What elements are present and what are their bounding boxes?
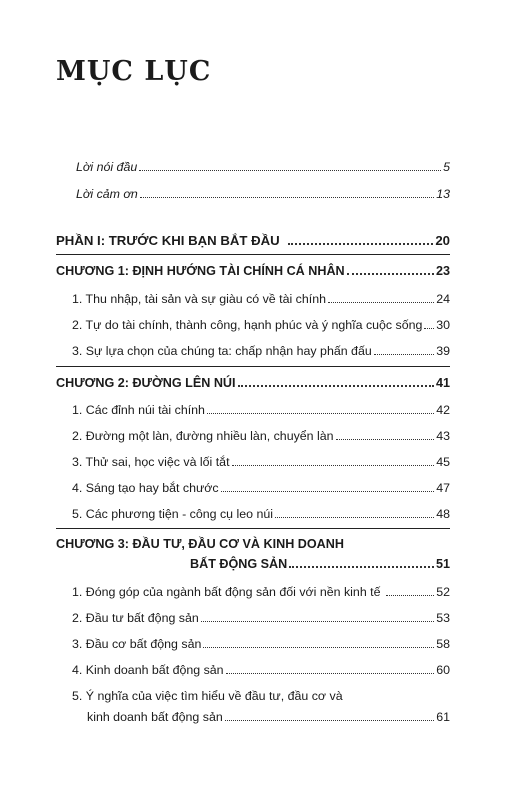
dot-leader (201, 621, 434, 622)
divider (56, 528, 450, 529)
dot-leader (238, 385, 434, 387)
page-title: MỤC LỤC (56, 56, 212, 87)
toc-item-page: 39 (436, 344, 450, 358)
toc-item[interactable] (87, 710, 450, 724)
toc-part-label: PHẦN I: TRƯỚC KHI BẠN BẮT ĐẦU (56, 233, 280, 248)
dot-leader (374, 354, 434, 355)
toc-item-label: 1. Thu nhập, tài sản và sự giàu có về tài chính (72, 292, 326, 306)
dot-leader (424, 328, 434, 329)
toc-entry-acknowledgements[interactable] (76, 187, 450, 201)
toc-chapter-page: 23 (435, 264, 450, 278)
dot-leader (289, 566, 434, 568)
toc-item-page: 53 (436, 611, 450, 625)
toc-item[interactable] (72, 663, 450, 677)
divider (56, 366, 450, 367)
toc-item[interactable] (72, 318, 450, 332)
dot-leader (139, 170, 441, 171)
toc-part-page: 20 (435, 233, 450, 248)
toc-item[interactable] (72, 429, 450, 443)
toc-item-label: 4. Sáng tạo hay bắt chước (72, 481, 219, 495)
toc-chapter-3[interactable] (190, 557, 450, 571)
toc-item-page: 47 (436, 481, 450, 495)
toc-item[interactable] (72, 611, 450, 625)
toc-item-page: 43 (436, 429, 450, 443)
toc-item-label: 1. Các đỉnh núi tài chính (72, 403, 205, 417)
dot-leader (225, 720, 434, 721)
dot-leader (288, 243, 434, 245)
toc-item-page: 52 (436, 585, 450, 599)
toc-chapter-label: CHƯƠNG 2: ĐƯỜNG LÊN NÚI (56, 376, 236, 390)
toc-item[interactable] (72, 292, 450, 306)
dot-leader (386, 595, 434, 596)
toc-item-label: 4. Kinh doanh bất động sản (72, 663, 224, 677)
dot-leader (226, 673, 435, 674)
toc-item-5-line1[interactable]: 5. Ý nghĩa của việc tìm hiểu về đầu tư, đầu cơ và (72, 689, 343, 703)
toc-chapter-page: 51 (435, 557, 450, 571)
toc-item-label: 3. Sự lựa chọn của chúng ta: chấp nhận hay phấn đấu (72, 344, 372, 358)
toc-entry-page: 5 (443, 160, 450, 174)
toc-item-page: 48 (436, 507, 450, 521)
toc-entry-preface[interactable] (76, 160, 450, 174)
toc-chapter-2[interactable] (56, 376, 450, 390)
toc-item[interactable] (72, 344, 450, 358)
toc-item-page: 30 (436, 318, 450, 332)
toc-item-page: 58 (436, 637, 450, 651)
toc-item-label: kinh doanh bất động sản (87, 710, 223, 724)
dot-leader (336, 439, 435, 440)
dot-leader (328, 302, 434, 303)
toc-chapter-3-title[interactable]: CHƯƠNG 3: ĐẦU TƯ, ĐẦU CƠ VÀ KINH DOANH (56, 537, 344, 551)
dot-leader (140, 197, 434, 198)
toc-chapter-page: 41 (435, 376, 450, 390)
dot-leader (347, 273, 434, 275)
toc-item[interactable] (72, 585, 450, 599)
toc-item-page: 60 (436, 663, 450, 677)
toc-item-page: 61 (436, 710, 450, 724)
toc-item-page: 42 (436, 403, 450, 417)
dot-leader (203, 647, 434, 648)
toc-item-label: 2. Đầu tư bất động sản (72, 611, 199, 625)
dot-leader (232, 465, 435, 466)
toc-entry-page: 13 (436, 187, 450, 201)
toc-chapter-label: CHƯƠNG 1: ĐỊNH HƯỚNG TÀI CHÍNH CÁ NHÂN (56, 264, 345, 278)
toc-item-label: 2. Đường một làn, đường nhiều làn, chuyển làn (72, 429, 334, 443)
toc-item[interactable] (72, 637, 450, 651)
toc-item[interactable] (72, 507, 450, 521)
toc-item-page: 45 (436, 455, 450, 469)
dot-leader (275, 517, 434, 518)
toc-entry-label: Lời nói đầu (76, 160, 138, 174)
divider (56, 254, 450, 255)
toc-chapter-1[interactable] (56, 264, 450, 278)
toc-item-label: 1. Đóng góp của ngành bất động sản đối với nền kinh tế (72, 585, 381, 599)
dot-leader (221, 491, 435, 492)
toc-entry-label: Lời cảm ơn (76, 187, 138, 201)
dot-leader (207, 413, 434, 414)
toc-item-label: 3. Đầu cơ bất động sản (72, 637, 202, 651)
toc-item[interactable] (72, 403, 450, 417)
toc-item-label: 3. Thử sai, học việc và lối tắt (72, 455, 230, 469)
toc-chapter-label: BẤT ĐỘNG SẢN (190, 557, 288, 571)
toc-part-1[interactable] (56, 233, 450, 248)
toc-item-label: 5. Các phương tiện - công cụ leo núi (72, 507, 274, 521)
toc-item-page: 24 (436, 292, 450, 306)
toc-item-label: 2. Tự do tài chính, thành công, hạnh phúc và ý nghĩa cuộc sống (72, 318, 423, 332)
toc-item[interactable] (72, 481, 450, 495)
toc-item[interactable] (72, 455, 450, 469)
